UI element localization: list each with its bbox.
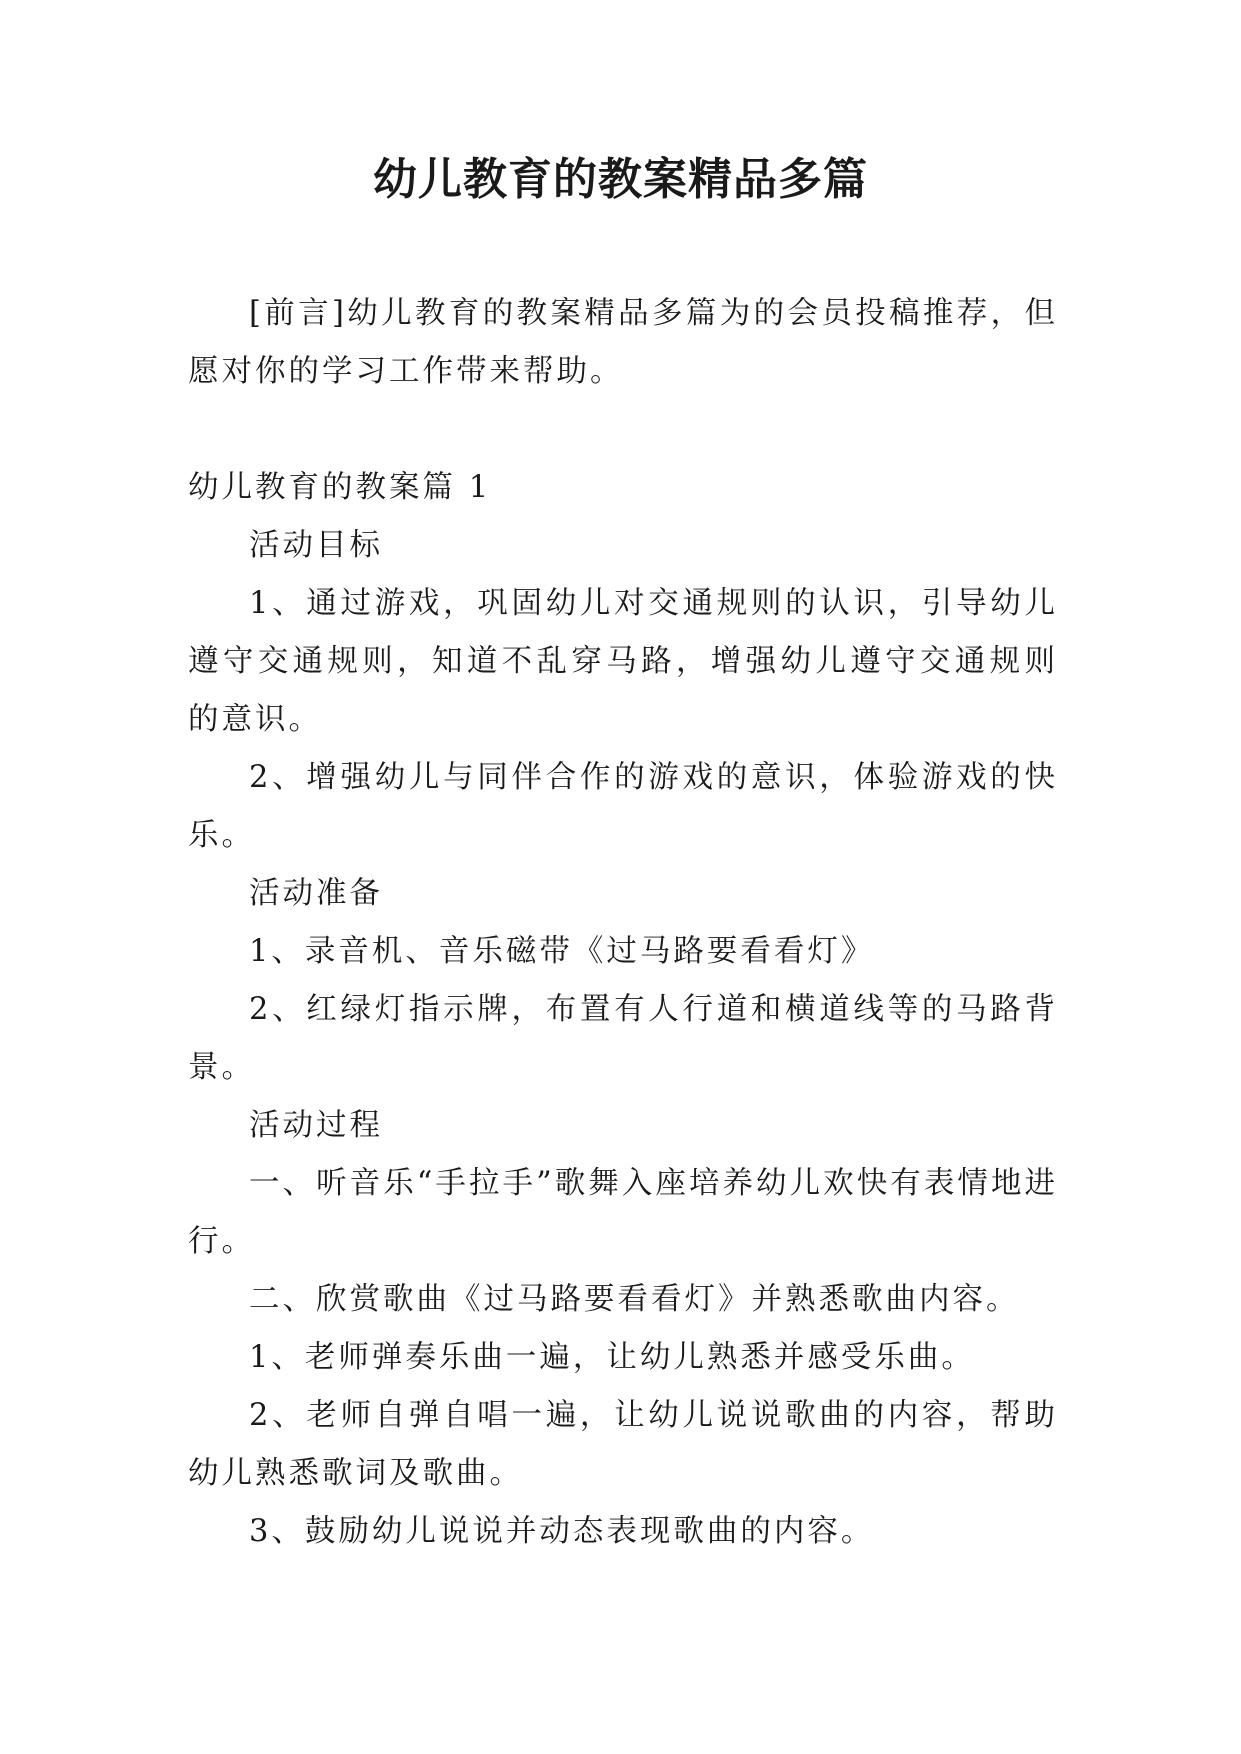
paragraph: 2、老师自弹自唱一遍，让幼儿说说歌曲的内容，帮助幼儿熟悉歌词及歌曲。 bbox=[188, 1398, 1058, 1491]
paragraph: 2、红绿灯指示牌，布置有人行道和横道线等的马路背景。 bbox=[188, 992, 1058, 1085]
paragraph: 活动过程 bbox=[249, 1108, 383, 1143]
paragraph: 二、欣赏歌曲《过马路要看看灯》并熟悉歌曲内容。 bbox=[249, 1282, 1020, 1317]
paragraph: 活动目标 bbox=[249, 528, 383, 563]
paragraph: 3、鼓励幼儿说说并动态表现歌曲的内容。 bbox=[249, 1514, 875, 1549]
paragraph: 2、增强幼儿与同伴合作的游戏的意识，体验游戏的快乐。 bbox=[188, 760, 1058, 853]
paragraph: 一、听音乐“手拉手”歌舞入座培养幼儿欢快有表情地进行。 bbox=[188, 1166, 1058, 1259]
preface-paragraph: [前言]幼儿教育的教案精品多篇为的会员投稿推荐，但愿对你的学习工作带来帮助。 bbox=[188, 296, 1058, 389]
document-title: 幼儿教育的教案精品多篇 bbox=[373, 154, 868, 205]
paragraph-gap bbox=[188, 401, 1058, 459]
paragraph: 1、录音机、音乐磁带《过马路要看看灯》 bbox=[249, 934, 875, 969]
paragraph: 活动准备 bbox=[249, 876, 383, 911]
paragraph: 1、老师弹奏乐曲一遍，让幼儿熟悉并感受乐曲。 bbox=[249, 1340, 975, 1375]
document-body bbox=[188, 285, 1058, 1561]
paragraph: 1、通过游戏，巩固幼儿对交通规则的认识，引导幼儿遵守交通规则，知道不乱穿马路，增强幼儿遵守交通规则的意识。 bbox=[188, 586, 1058, 737]
section-heading: 幼儿教育的教案篇 1 bbox=[188, 470, 492, 505]
